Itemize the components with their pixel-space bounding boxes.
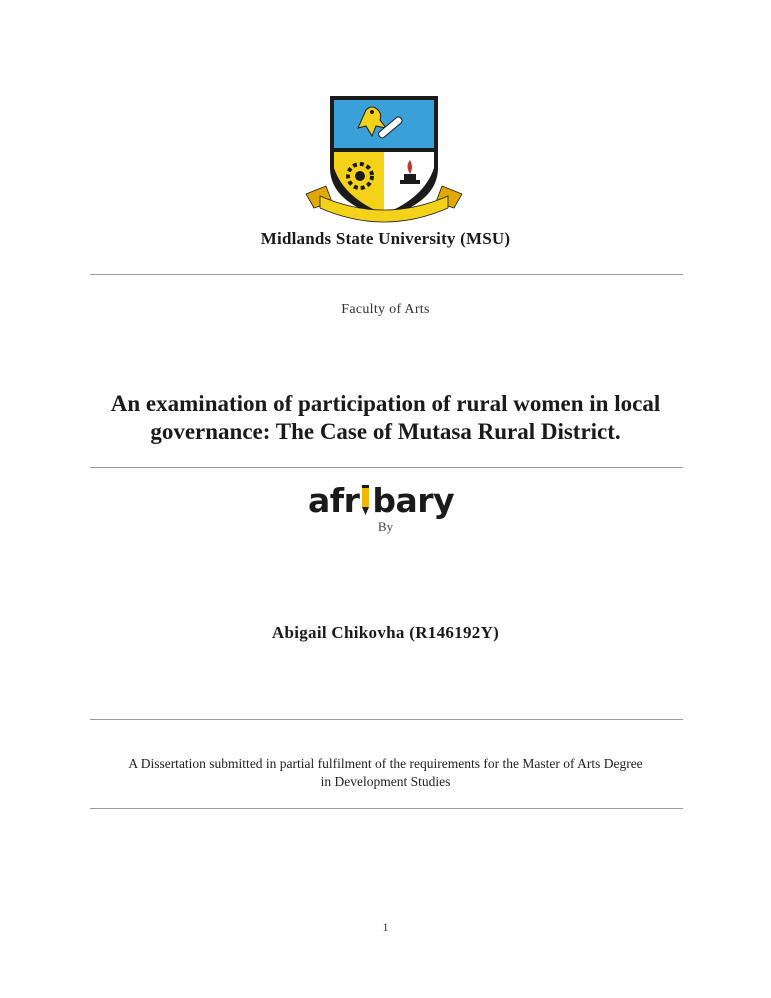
divider [90,274,683,275]
watermark-text-part1: afr [308,481,360,520]
dissertation-statement [0,755,771,791]
pencil-icon [361,485,370,515]
faculty-name: Faculty of Arts [341,302,430,317]
watermark-text-part2: bary [372,481,455,520]
title-line-1: An examination of participation of rural women in local [110,391,661,416]
university-name: Midlands State University (MSU) [260,229,511,248]
by-label: By [377,519,394,534]
document-title [0,390,771,446]
title-line-2: governance: The Case of Mutasa Rural District. [150,419,621,444]
divider [90,719,683,720]
divider [90,467,683,468]
dissertation-line-2: in Development Studies [320,774,451,789]
author-name: Abigail Chikovha (R146192Y) [271,623,500,642]
divider [90,808,683,809]
dissertation-line-1: A Dissertation submitted in partial fulfilment of the requirements for the Master of Arts Degree [128,756,643,771]
afribary-watermark-logo [308,482,464,520]
page-number: 1 [382,920,389,934]
university-crest-logo [304,94,464,224]
shield-blue-field [334,100,434,148]
